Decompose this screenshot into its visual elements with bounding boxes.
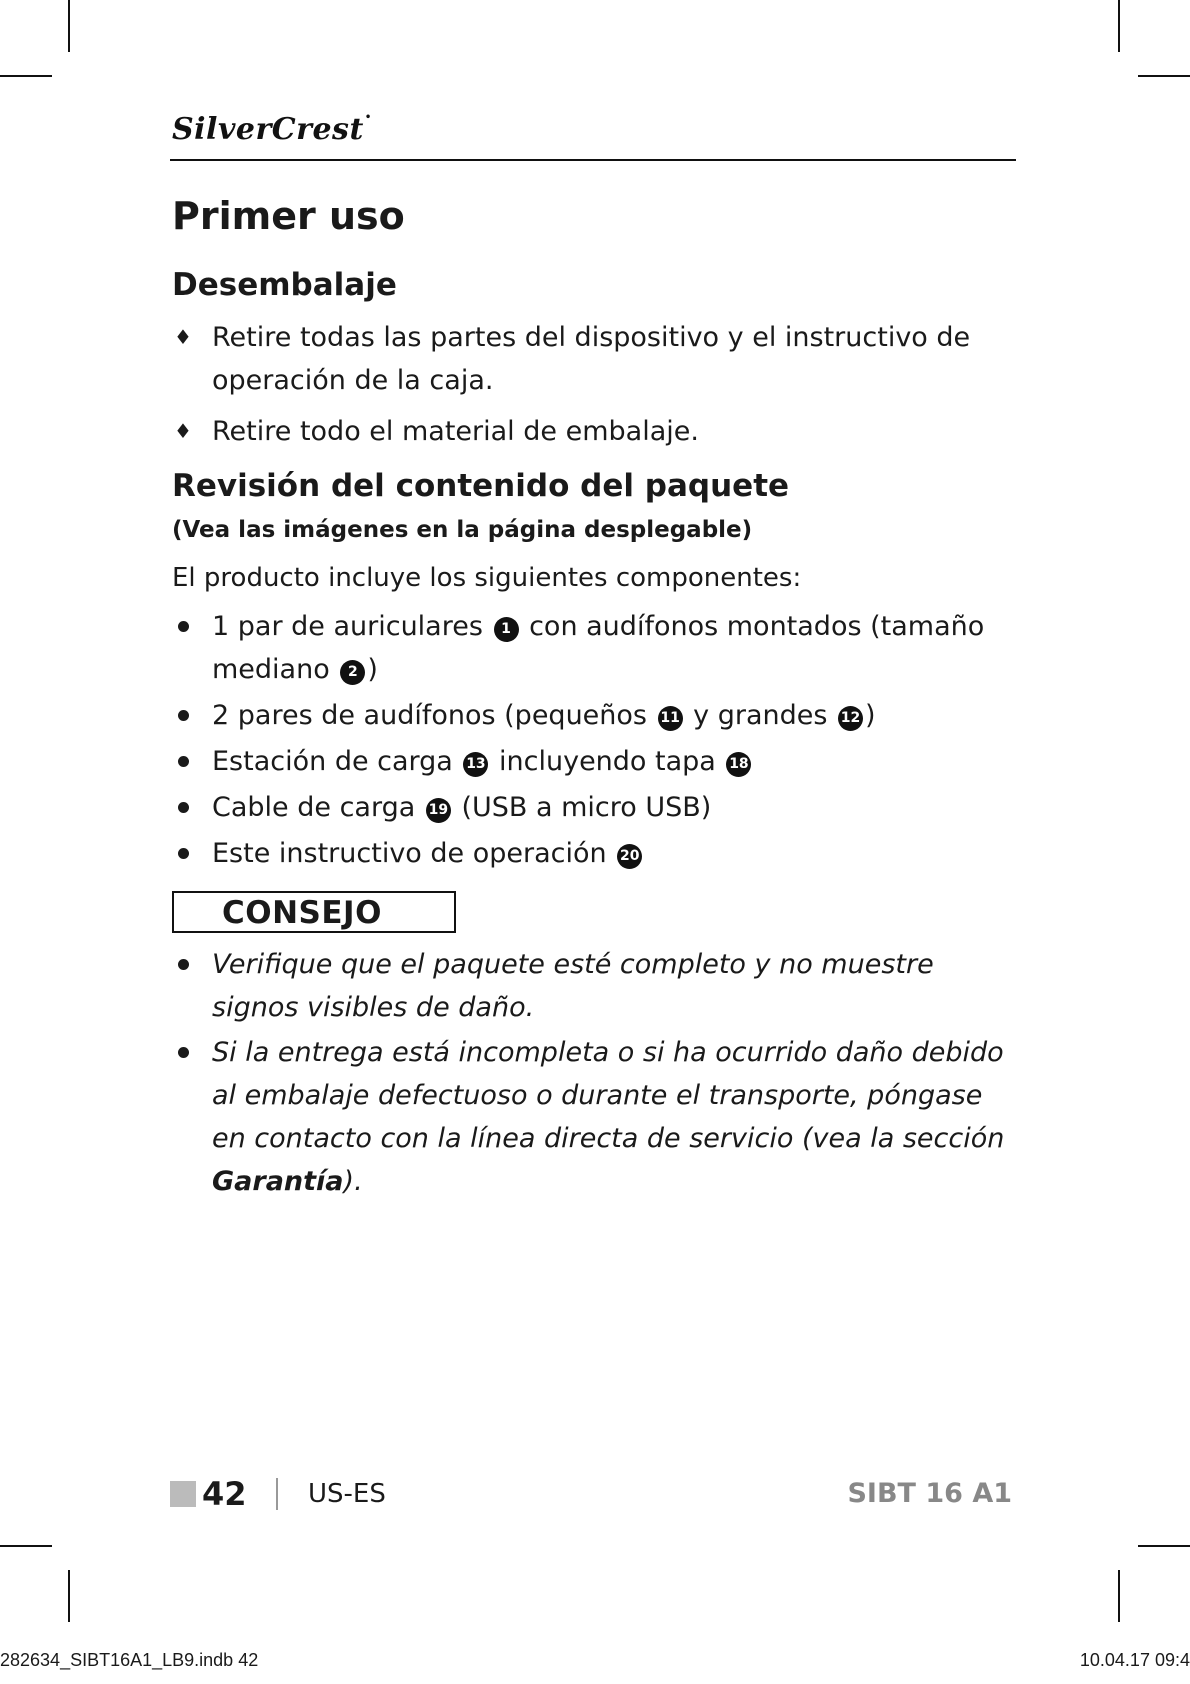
language-code: US-ES [308, 1479, 386, 1509]
crop-mark [1118, 1570, 1120, 1622]
list-item: ♦ Retire todo el material de embalaje. [172, 410, 1022, 453]
part-number-badge: 11 [658, 706, 683, 731]
bullet-icon [178, 848, 189, 859]
crop-mark [1138, 1545, 1190, 1547]
contents-list [172, 605, 1022, 875]
crop-mark [1118, 0, 1120, 52]
print-slug-date: 10.04.17 09:4 [1079, 1650, 1190, 1670]
diamond-bullet-icon: ♦ [174, 325, 192, 349]
crop-mark [68, 0, 70, 52]
header-rule [170, 159, 1016, 161]
brand-logo [172, 112, 372, 147]
print-slug-file: 282634_SIBT16A1_LB9.indb 42 [0, 1650, 259, 1670]
bullet-icon [178, 1047, 189, 1058]
crop-mark [68, 1570, 70, 1622]
tip-label-box: CONSEJO [172, 891, 456, 933]
crop-mark [1138, 75, 1190, 77]
list-item: Este instructivo de operación 20 [172, 832, 1022, 875]
list-item: ♦ Retire todas las partes del dispositivo y el instructivo de operación de la caja. [172, 316, 1022, 402]
tip-list [172, 943, 1022, 1203]
trademark-mark: • [364, 112, 372, 123]
page-marker-square [170, 1481, 196, 1507]
page-footer [170, 1472, 1016, 1516]
part-number-badge: 18 [726, 752, 751, 777]
part-number-badge: 19 [426, 798, 451, 823]
section-heading-contents: Revisión del contenido del paquete [172, 468, 790, 504]
crop-mark [0, 1545, 52, 1547]
part-number-badge: 13 [463, 752, 488, 777]
page-content [172, 188, 1022, 1205]
part-number-badge: 12 [838, 706, 863, 731]
page-title: Primer uso [172, 194, 405, 238]
bullet-icon [178, 756, 189, 767]
section-heading-unpacking: Desembalaje [172, 267, 397, 303]
list-item: Verifique que el paquete esté completo y no muestre signos visibles de daño. [172, 943, 1022, 1029]
list-item: 2 pares de audífonos (pequeños 11 y grandes 12 ) [172, 694, 1022, 737]
footer-separator [276, 1478, 278, 1510]
diamond-bullet-icon: ♦ [174, 419, 192, 443]
warranty-reference: Garantía [212, 1166, 344, 1197]
bullet-icon [178, 959, 189, 970]
crop-mark [0, 75, 52, 77]
list-item: Cable de carga 19 (USB a micro USB) [172, 786, 1022, 829]
bullet-icon [178, 621, 189, 632]
contents-intro: El producto incluye los siguientes componentes: [172, 563, 802, 593]
brand-name: SilverCrest [172, 112, 364, 147]
page-number: 42 [202, 1475, 247, 1513]
part-number-badge: 20 [617, 844, 642, 869]
contents-note: (Vea las imágenes en la página desplegable) [172, 517, 753, 543]
list-item: Estación de carga 13 incluyendo tapa 18 [172, 740, 1022, 783]
list-item: Si la entrega está incompleta o si ha ocurrido daño debido al embalaje defectuoso o durante el transporte, póngase en contacto con la línea directa de servicio (vea la sección Garantía). [172, 1031, 1022, 1203]
bullet-icon [178, 802, 189, 813]
bullet-icon [178, 710, 189, 721]
model-number: SIBT 16 A1 [847, 1478, 1012, 1509]
part-number-badge: 2 [340, 660, 365, 685]
unpacking-list [172, 316, 1022, 453]
list-item: 1 par de auriculares 1 con audífonos montados (tamaño mediano 2 ) [172, 605, 1022, 691]
part-number-badge: 1 [494, 617, 519, 642]
